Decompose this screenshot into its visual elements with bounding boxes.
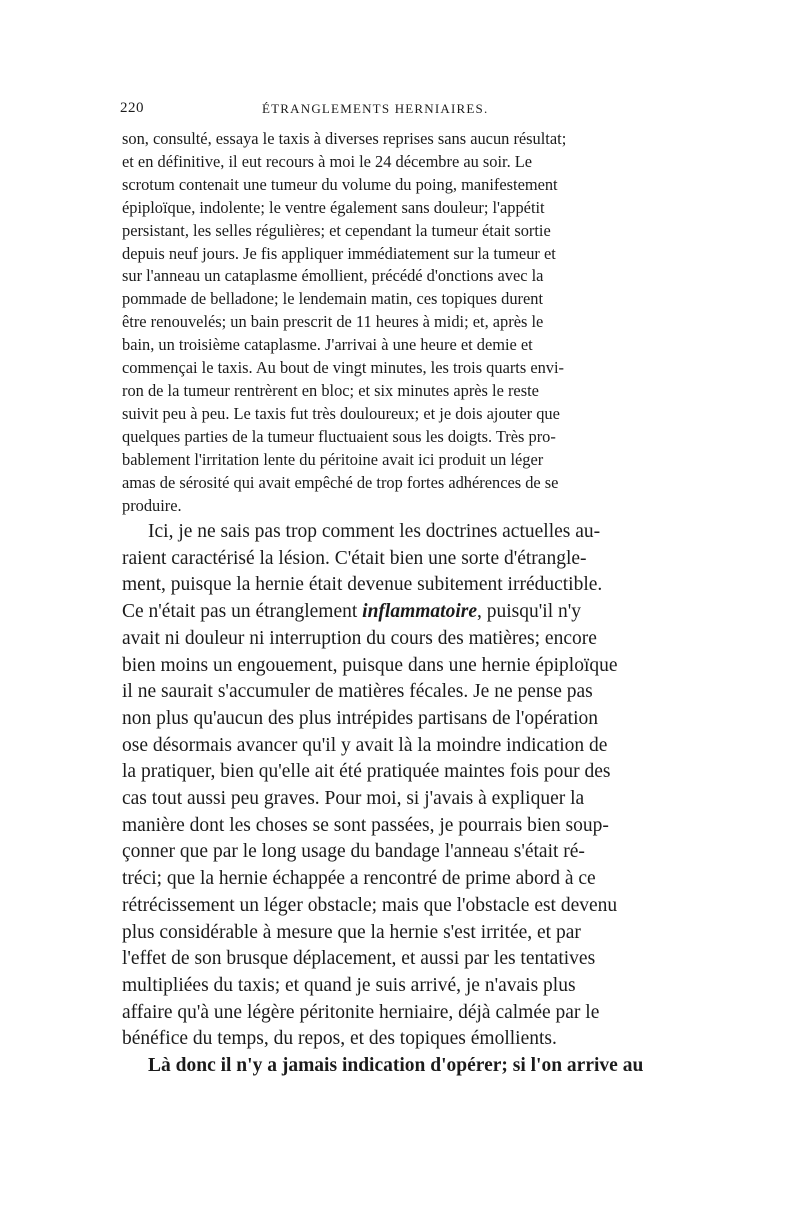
text-line: bénéfice du temps, du repos, et des topiques émollients. [122,1028,557,1050]
page-header [120,100,680,122]
text-line-with-emphasis [122,599,618,626]
text-line: ment, puisque la hernie était devenue subitement irréductible. [122,574,603,596]
paragraph-2 [122,519,618,1053]
text-line: bien moins un engouement, puisque dans une hernie épiploïque [122,654,618,676]
text-line: son, consulté, essaya le taxis à diverses reprises sans aucun résultat; [122,129,567,148]
text-line: cas tout aussi peu graves. Pour moi, si j'avais à expliquer la [122,788,585,810]
text-line: affaire qu'à une légère péritonite herniaire, déjà calmée par le [122,1001,600,1023]
running-title: ÉTRANGLEMENTS HERNIAIRES. [262,101,489,116]
emphasized-word: inflammatoire [362,601,477,623]
text-line: çonner que par le long usage du bandage l'anneau s'était ré- [122,841,585,863]
text-line: et en définitive, il eut recours à moi le 24 décembre au soir. Le [122,151,533,171]
text-line: rétrécissement un léger obstacle; mais que l'obstacle est devenu [122,894,618,916]
text-line: l'effet de son brusque déplacement, et aussi par les tentatives [122,948,596,970]
page-number: 220 [120,100,144,116]
text-line: être renouvelés; un bain prescrit de 11 heures à midi; et, après le [122,312,544,332]
text-line: ose désormais avancer qu'il y avait là la moindre indication de [122,734,608,756]
text-line: non plus qu'aucun des plus intrépides partisans de l'opération [122,707,599,729]
text-line: sur l'anneau un cataplasme émollient, précédé d'onctions avec la [122,266,544,286]
text-line: commençai le taxis. Au bout de vingt minutes, les trois quarts envi- [122,358,565,378]
paragraph-1 [122,128,566,517]
text-segment: Ce n'était pas un étranglement [122,601,363,623]
paragraph-3 [122,1053,643,1080]
text-line: Ici, je ne sais pas trop comment les doctrines actuelles au- [148,521,601,542]
text-line: manière dont les choses se sont passées, je pourrais bien soup- [122,814,609,836]
text-line: Là donc il n'y a jamais indication d'opérer; si l'on arrive au [148,1055,644,1076]
text-segment: , puisqu'il n'y [477,601,581,623]
text-line: raient caractérisé la lésion. C'était bien une sorte d'étrangle- [122,547,587,569]
text-line: depuis neuf jours. Je fis appliquer immédiatement sur la tumeur et [122,243,556,263]
text-line: plus considérable à mesure que la hernie s'est irritée, et par [122,921,581,943]
text-line: multipliées du taxis; et quand je suis arrivé, je n'avais plus [122,974,576,996]
text-line: pommade de belladone; le lendemain matin, ces topiques durent [122,289,544,309]
text-line: quelques parties de la tumeur fluctuaient sous les doigts. Très pro- [122,426,556,446]
text-line: suivit peu à peu. Le taxis fut très douloureux; et je dois ajouter que [122,403,560,423]
text-line: tréci; que la hernie échappée a rencontré de prime abord à ce [122,868,596,890]
text-line: amas de sérosité qui avait empêché de trop fortes adhérences de se [122,472,559,492]
text-line: produire. [122,495,182,515]
text-line: avait ni douleur ni interruption du cours des matières; encore [122,627,597,649]
text-line: épiploïque, indolente; le ventre également sans douleur; l'appétit [122,197,545,217]
text-line: bain, un troisième cataplasme. J'arrivai à une heure et demie et [122,335,533,355]
text-line: il ne saurait s'accumuler de matières fécales. Je ne pense pas [122,681,593,703]
text-line: bablement l'irritation lente du péritoine avait ici produit un léger [122,449,544,469]
text-line: scrotum contenait une tumeur du volume du poing, manifestement [122,174,558,194]
text-line: ron de la tumeur rentrèrent en bloc; et six minutes après le reste [122,380,539,400]
text-line: la pratiquer, bien qu'elle ait été pratiquée maintes fois pour des [122,761,611,783]
text-line: persistant, les selles régulières; et cependant la tumeur était sortie [122,220,551,240]
